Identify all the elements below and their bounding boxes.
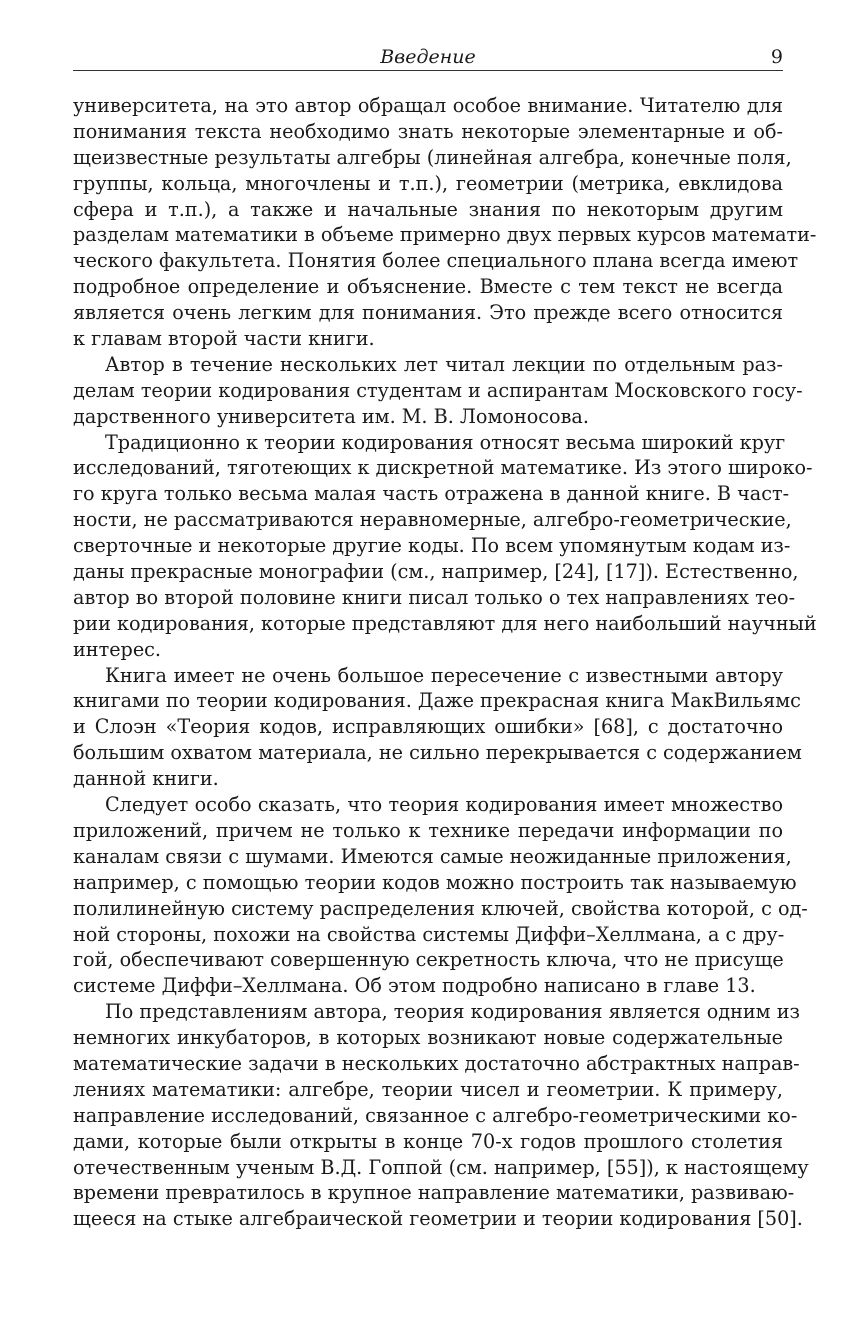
text-line: ной стороны, похожи на свойства системы Диффи–Хеллмана, а с дру-: [73, 922, 785, 946]
text-line: книгами по теории кодирования. Даже прекрасная книга МакВильямс: [73, 689, 801, 713]
text-line: даны прекрасные монографии (см., например, [24], [17]). Естественно,: [73, 560, 799, 584]
paragraph: [73, 430, 817, 663]
text-line: интерес.: [73, 637, 162, 661]
body-text: [73, 93, 817, 1232]
text-line: Следует особо сказать, что теория кодирования имеет множество: [105, 793, 783, 817]
text-line: дами, которые были открыты в конце 70-х годов прошлого столетия: [73, 1129, 783, 1153]
paragraph: [73, 663, 802, 792]
text-line: лениях математики: алгебре, теории чисел и геометрии. К примеру,: [73, 1077, 783, 1101]
text-line: щееся на стыке алгебраической геометрии и теории кодирования [50].: [73, 1207, 803, 1231]
text-line: щеизвестные результаты алгебры (линейная алгебра, конечные поля,: [73, 145, 792, 169]
page-header: [73, 40, 783, 71]
text-line: делам теории кодирования студентам и аспирантам Московского госу-: [73, 378, 803, 402]
text-line: данной книги.: [73, 767, 219, 791]
text-line: системе Диффи–Хеллмана. Об этом подробно написано в главе 13.: [73, 974, 756, 998]
text-line: сфера и т.п.), а также и начальные знания по некоторым другим: [73, 197, 783, 221]
running-title: Введение: [380, 46, 476, 68]
paragraph: [73, 93, 817, 352]
text-line: Традиционно к теории кодирования относят весьма широкий круг: [105, 430, 786, 454]
text-line: понимания текста необходимо знать некоторые элементарные и об-: [73, 119, 783, 143]
text-line: разделам математики в объеме примерно двух первых курсов математи-: [73, 223, 817, 247]
text-line: ности, не рассматриваются неравномерные, алгебро-геометрические,: [73, 508, 792, 532]
paragraph: [73, 792, 808, 999]
text-line: ческого факультета. Понятия более специального плана всегда имеют: [73, 249, 799, 273]
text-line: Книга имеет не очень большое пересечение с известными автору: [105, 663, 783, 687]
text-line: и Слоэн «Теория кодов, исправляющих ошибки» [68], с достаточно: [73, 715, 783, 739]
text-line: большим охватом материала, не сильно перекрывается с содержанием: [73, 741, 802, 765]
text-line: университета, на это автор обращал особое внимание. Читателю для: [73, 94, 783, 117]
text-line: например, с помощью теории кодов можно построить так называемую: [73, 870, 797, 894]
text-line: автор во второй половине книги писал только о тех направлениях тео-: [73, 585, 796, 609]
text-line: полилинейную систему распределения ключей, свойства которой, с од-: [73, 896, 808, 920]
text-line: исследований, тяготеющих к дискретной математике. Из этого широко-: [73, 456, 813, 480]
text-line: дарственного университета им. М. В. Ломоносова.: [73, 404, 589, 428]
text-line: к главам второй части книги.: [73, 327, 375, 351]
page-number: 9: [770, 46, 783, 68]
text-line: рии кодирования, которые представляют для него наибольший научный: [73, 611, 817, 635]
text-line: времени превратилось в крупное направление математики, развиваю-: [73, 1181, 795, 1205]
text-line: группы, кольца, многочлены и т.п.), геометрии (метрика, евклидова: [73, 171, 783, 195]
text-line: гой, обеспечивают совершенную секретность ключа, что не присуще: [73, 948, 784, 972]
text-line: подробное определение и объяснение. Вместе с тем текст не всегда: [73, 275, 783, 299]
text-line: является очень легким для понимания. Это прежде всего относится: [73, 301, 783, 325]
text-line: приложений, причем не только к технике передачи информации по: [73, 818, 783, 842]
text-line: Автор в течение нескольких лет читал лекции по отдельным раз-: [105, 352, 783, 376]
paragraph: [73, 352, 803, 430]
text-line: По представлениям автора, теория кодирования является одним из: [105, 1000, 800, 1024]
text-line: направление исследований, связанное с алгебро-геометрическими ко-: [73, 1103, 798, 1127]
text-line: каналам связи с шумами. Имеются самые неожиданные приложения,: [73, 844, 792, 868]
text-line: го круга только весьма малая часть отражена в данной книге. В част-: [73, 482, 790, 506]
paragraph: [73, 999, 809, 1232]
text-line: математические задачи в нескольких достаточно абстрактных направ-: [73, 1051, 800, 1075]
text-line: отечественным ученым В.Д. Гоппой (см. например, [55]), к настоящему: [73, 1155, 809, 1179]
text-line: немногих инкубаторов, в которых возникают новые содержательные: [73, 1026, 783, 1050]
text-line: сверточные и некоторые другие коды. По всем упомянутым кодам из-: [73, 534, 791, 558]
